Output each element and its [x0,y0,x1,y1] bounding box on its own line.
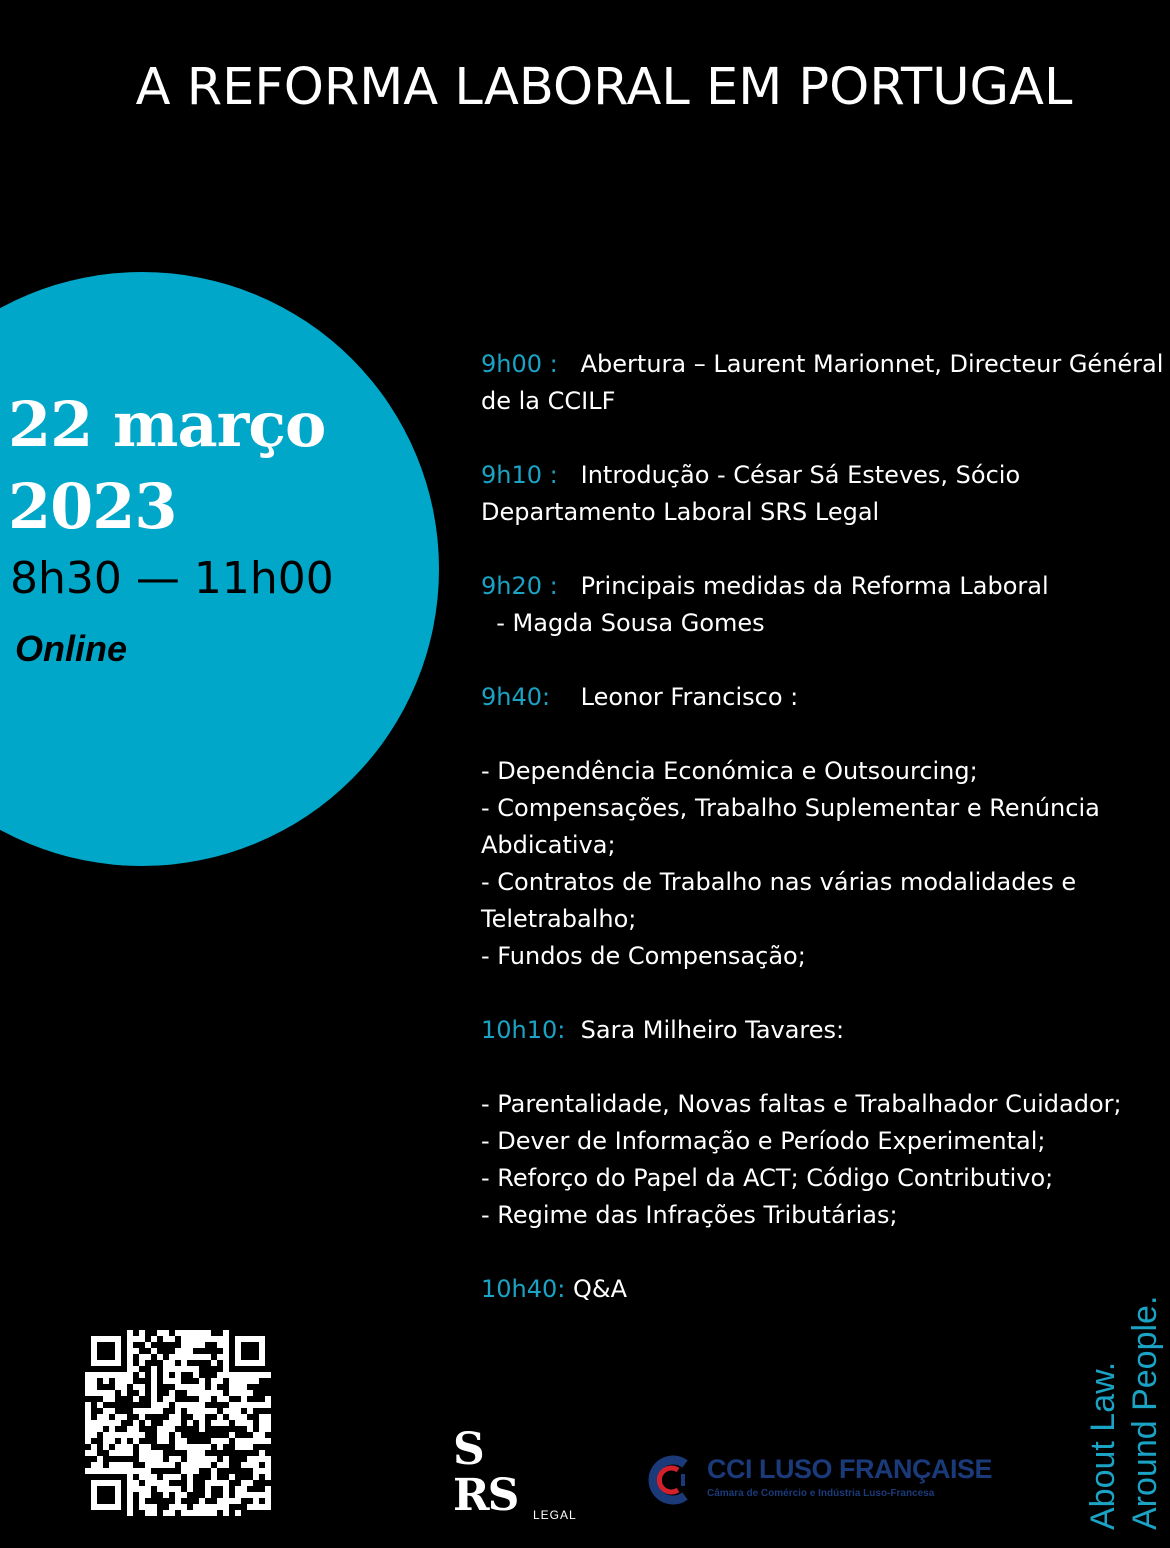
agenda-item [481,568,1161,605]
event-hours: 8h30 — 11h00 [10,553,334,604]
srs-legal-logo [453,1424,583,1528]
cci-logo [645,1452,993,1512]
agenda-bullet: Teletrabalho; [481,905,637,933]
agenda [481,346,1164,1308]
agenda-item [481,1012,1161,1049]
agenda-time: 10h40: [481,1275,566,1303]
cci-logo-subtitle: Câmara de Comércio e Indústria Luso-Francesa [707,1488,935,1499]
agenda-bullet: - Parentalidade, Novas faltas e Trabalhador Cuidador; [481,1090,1122,1118]
srs-logo-s: S [453,1424,485,1475]
qr-code[interactable] [85,1330,271,1516]
srs-logo-rs: RS [453,1470,518,1521]
tagline-line1: About Law. [1084,1361,1122,1530]
event-date-day: 22 março [8,388,326,461]
agenda-bullet: - Fundos de Compensação; [481,942,806,970]
agenda-bullet: - Compensações, Trabalho Suplementar e Renúncia [481,794,1100,822]
agenda-bullet: - Dependência Económica e Outsourcing; [481,757,978,785]
agenda-item [481,679,1161,716]
agenda-text: Departamento Laboral SRS Legal [481,498,880,526]
agenda-time: 9h00 : [481,350,558,378]
tagline-line2: Around People. [1126,1295,1164,1530]
agenda-text: - Magda Sousa Gomes [481,609,765,637]
event-date-year: 2023 [8,470,177,543]
agenda-item [481,346,1164,383]
agenda-bullet: - Contratos de Trabalho nas várias modalidades e [481,868,1077,896]
agenda-item [481,457,1161,494]
agenda-bullet: Abdicativa; [481,831,616,859]
page-title: A REFORMA LABORAL EM PORTUGAL [135,58,1073,117]
cci-emblem-icon [645,1452,701,1508]
agenda-text: Introdução - César Sá Esteves, Sócio [580,461,1021,489]
agenda-bullet: - Regime das Infrações Tributárias; [481,1201,898,1229]
agenda-time: 9h40: [481,683,551,711]
agenda-time: 10h10: [481,1016,566,1044]
agenda-bullet: - Dever de Informação e Período Experimental; [481,1127,1046,1155]
tagline [1082,1296,1166,1530]
cci-logo-name: CCI LUSO FRANÇAISE [707,1454,993,1484]
agenda-text: Sara Milheiro Tavares: [580,1016,845,1044]
agenda-time: 9h10 : [481,461,558,489]
agenda-text: Leonor Francisco : [580,683,799,711]
agenda-item [481,1271,1161,1308]
event-format: Online [15,628,128,669]
agenda-text: de la CCILF [481,387,616,415]
agenda-text: Q&A [573,1275,628,1303]
agenda-bullet: - Reforço do Papel da ACT; Código Contributivo; [481,1164,1054,1192]
agenda-time: 9h20 : [481,572,558,600]
srs-logo-legal: LEGAL [533,1508,577,1522]
qr-code-graphic [85,1330,271,1516]
agenda-text: Principais medidas da Reforma Laboral [580,572,1049,600]
agenda-text: Abertura – Laurent Marionnet, Directeur Général [580,350,1164,378]
